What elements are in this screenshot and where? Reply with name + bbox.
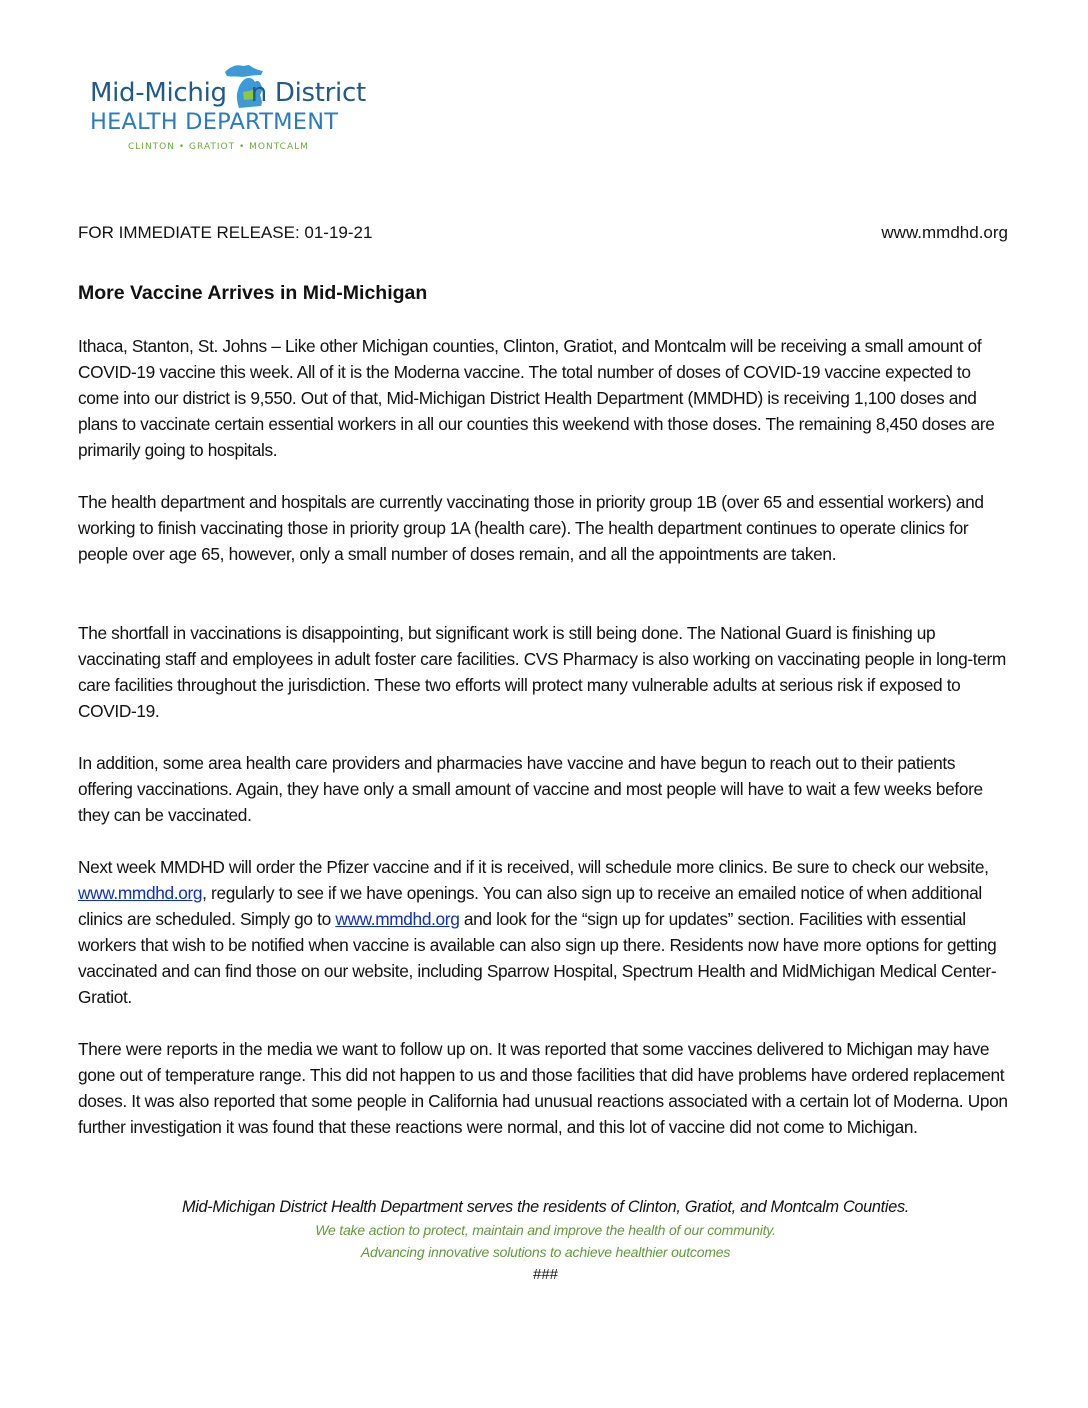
end-mark: ### [532, 1266, 559, 1283]
release-date: FOR IMMEDIATE RELEASE: 01-19-21 [78, 223, 373, 242]
footer-mission: We take action to protect, maintain and improve the health of our community. [315, 1222, 776, 1238]
paragraph-3: The shortfall in vaccinations is disappointing, but significant work is still being done. The National Guard is finishing up vaccinating staff and employees in adult foster care facilities. CVS Pharmacy is also working on vaccinating people in long-term care facilities throughout the jurisdiction. These two efforts will protect many vulnerable adults at serious risk if exposed to COVID-19. [78, 623, 1006, 721]
paragraph-5-text: Next week MMDHD will order the Pfizer vaccine and if it is received, will schedule more clinics. Be sure to check our website, [78, 857, 989, 877]
logo-counties: CLINTON • GRATIOT • MONTCALM [128, 142, 309, 152]
paragraph-5-text: and look for the “sign up for updates” section. Facilities with essential workers that wish to be notified when vaccine is available can also sign up there. Residents now have more options for getting vaccinated and can find those on our website, including Sparrow Hospital, Spectrum Health and MidMichigan Medical Center-Gratiot. [78, 909, 997, 1007]
footer-service-statement: Mid-Michigan District Health Department serves the residents of Clinton, Gratiot, and Montcalm Counties. [181, 1198, 910, 1216]
paragraph-4: In addition, some area health care providers and pharmacies have vaccine and have begun to reach out to their patients offering vaccinations. Again, they have only a small amount of vaccine and most people will have to wait a few weeks before they can be vaccinated. [78, 753, 983, 825]
website-link-2[interactable]: www.mmdhd.org [335, 909, 460, 929]
paragraph-5 [78, 854, 1013, 1010]
paragraph-2: The health department and hospitals are currently vaccinating those in priority group 1B (over 65 and essential workers) and working to finish vaccinating those in priority group 1A (health care). The health department continues to operate clinics for people over age 65, however, only a small number of doses remain, and all the appointments are taken. [78, 492, 984, 564]
website-url: www.mmdhd.org [881, 223, 1008, 242]
website-link-1[interactable]: www.mmdhd.org [78, 883, 203, 903]
logo-name-line1: Mid-Michig n District [90, 78, 366, 108]
mmdhd-logo [90, 64, 380, 164]
footer-vision: Advancing innovative solutions to achieve healthier outcomes [360, 1244, 731, 1260]
release-header [78, 223, 1008, 243]
paragraph-1: Ithaca, Stanton, St. Johns – Like other Michigan counties, Clinton, Gratiot, and Montcalm will be receiving a small amount of COVID-19 vaccine this week. All of it is the Moderna vaccine. The total number of doses of COVID-19 vaccine expected to come into our district is 9,550. Out of that, Mid-Michigan District Health Department (MMDHD) is receiving 1,100 doses and plans to vaccinate certain essential workers in all our counties this weekend with those doses. The remaining 8,450 doses are primarily going to hospitals. [78, 336, 995, 460]
logo-name-line2: HEALTH DEPARTMENT [90, 109, 339, 135]
paragraph-5-text: , regularly to see if we have openings. You can also sign up to receive an emailed notice of when additional clinics are scheduled. Simply go to [78, 883, 982, 929]
page-title: More Vaccine Arrives in Mid-Michigan [78, 282, 428, 304]
footer [78, 1195, 1013, 1287]
paragraph-6: There were reports in the media we want to follow up on. It was reported that some vaccines delivered to Michigan may have gone out of temperature range. This did not happen to us and those facilities that did have problems have ordered replacement doses. It was also reported that some people in California had unusual reactions associated with a certain lot of Moderna. Upon further investigation it was found that these reactions were normal, and this lot of vaccine did not come to Michigan. [78, 1039, 1008, 1137]
